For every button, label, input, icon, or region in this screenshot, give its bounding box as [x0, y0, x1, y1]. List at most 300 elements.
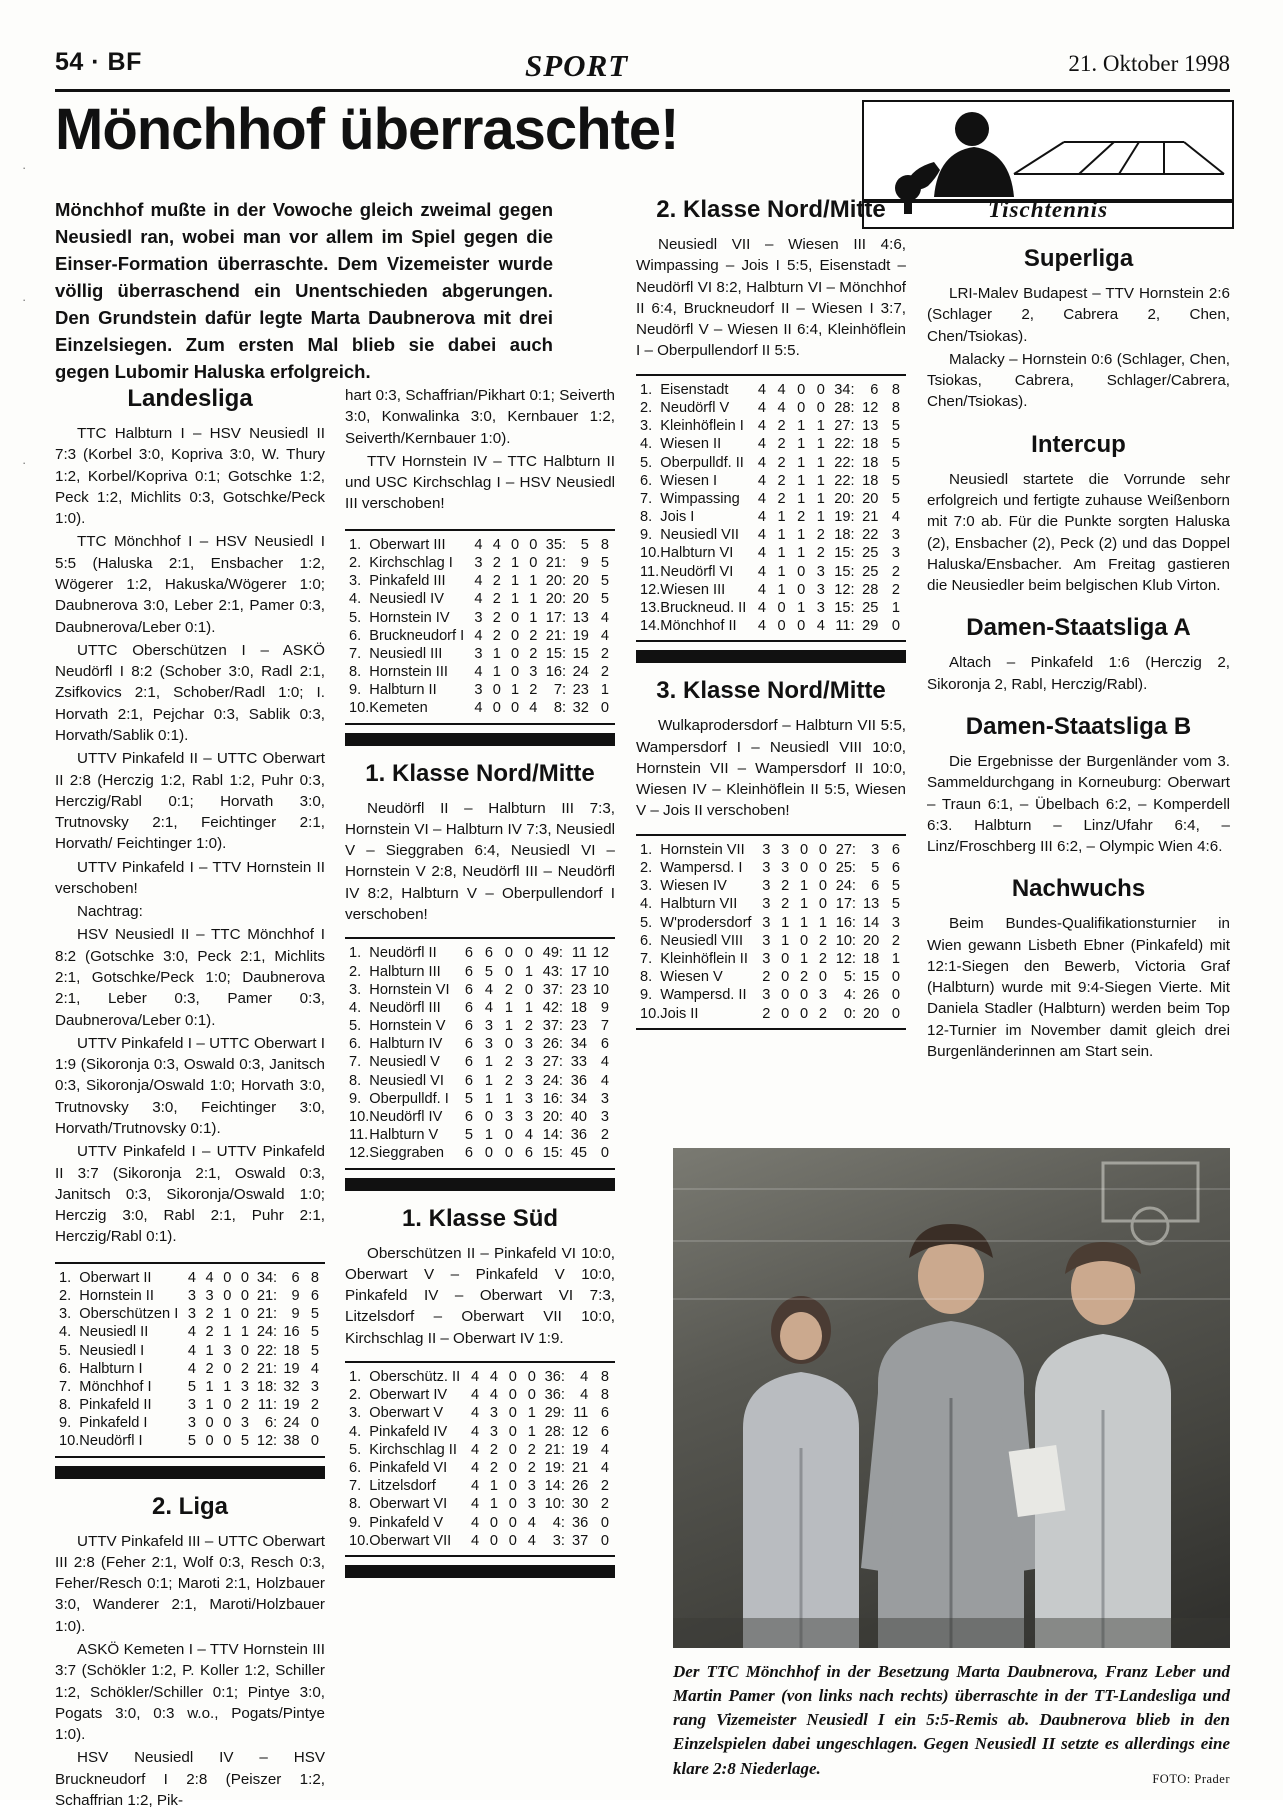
cell-pts: 2: [600, 664, 609, 681]
table-row: [640, 544, 900, 562]
cell-num: 3: [762, 950, 771, 967]
cell-team: Oberwart III: [369, 536, 446, 553]
cell-num: 3: [484, 1036, 493, 1053]
cell-num: 4: [474, 591, 483, 608]
cell-team: Hornstein V: [369, 1018, 446, 1035]
cell-num: 1: [797, 545, 806, 562]
cell-num: 4: [757, 527, 766, 544]
cell-num: 6: [464, 1054, 473, 1071]
cell-team: Wimpassing: [660, 490, 740, 507]
cell-gf: 37:: [542, 1018, 563, 1035]
cell-rank: 9.: [59, 1415, 72, 1432]
table-row: [640, 417, 900, 435]
cell-num: 0: [508, 1459, 517, 1476]
cell-rank: 7.: [640, 950, 653, 967]
cell-num: 1: [777, 563, 786, 580]
cell-num: 1: [781, 932, 790, 949]
section-title: SPORT: [525, 48, 629, 83]
cell-gf: 42:: [542, 999, 563, 1016]
photo-figures: [673, 1148, 1230, 1648]
cell-num: 0: [508, 1369, 517, 1385]
cell-num: 3: [187, 1306, 196, 1323]
cell-num: 0: [508, 1387, 517, 1404]
cell-gf: 3:: [552, 1532, 565, 1549]
cell-num: 3: [205, 1287, 214, 1304]
result-paragraph: LRI-Malev Budapest – TTV Hornstein 2:6 (Schlager 2, Cabrera 2, Chen, Chen/Tsiokas).: [927, 285, 1230, 345]
page-number: 54 · BF: [55, 48, 142, 76]
table-row: [349, 1368, 609, 1386]
cell-num: 4: [187, 1342, 196, 1359]
cell-num: 1: [484, 1127, 493, 1144]
cell-num: 6: [484, 945, 493, 962]
cell-team: Mönchhof I: [79, 1378, 152, 1395]
cell-num: 3: [816, 563, 825, 580]
cell-gf: 20:: [545, 573, 567, 590]
table-row: [640, 950, 900, 968]
cell-ga: 6: [870, 381, 879, 398]
cell-gf: 21:: [545, 627, 567, 644]
cell-num: 3: [474, 554, 483, 571]
cell-gf: 7:: [553, 682, 567, 699]
cell-num: 2: [529, 645, 538, 662]
cell-team: Eisenstadt: [660, 381, 729, 398]
cell-ga: 25: [862, 545, 879, 562]
cell-team: Sieggraben: [369, 1145, 444, 1162]
cell-rank: 5.: [640, 454, 653, 471]
cell-num: 1: [797, 436, 806, 453]
cell-num: 1: [510, 591, 520, 608]
cell-pts: 8: [600, 1387, 609, 1404]
cell-num: 0: [205, 1433, 214, 1450]
result-paragraph: Wulkaprodersdorf – Halbturn VII 5:5, Wampersdorf I – Neusiedl VIII 10:0, Hornstein VII – Wampersdorf II 10:0, Wiesen IV – Kleinhöflein II 5:5, Wiesen V – Jois II verschoben!: [636, 717, 906, 820]
cell-team: Neudörfl V: [660, 399, 730, 416]
table-row: [59, 1341, 319, 1359]
cell-pts: 3: [600, 1109, 609, 1126]
cell-num: 4: [489, 1369, 498, 1385]
cell-pts: 2: [891, 563, 900, 580]
cell-num: 0: [816, 381, 825, 398]
cell-num: 1: [504, 1090, 513, 1107]
cell-num: 1: [799, 914, 809, 931]
cell-ga: 45: [570, 1145, 587, 1162]
cell-num: 4: [484, 981, 493, 998]
cell-ga: 18: [863, 950, 880, 967]
cell-pts: 12: [592, 945, 609, 962]
cell-gf: 22:: [834, 472, 855, 489]
cell-rank: 1.: [349, 536, 362, 553]
cell-num: 0: [781, 1005, 790, 1022]
result-paragraph: TTC Mönchhof I – HSV Neusiedl I 5:5 (Haluska 2:1, Ensbacher 1:2, Wögerer 1:2, Hakuska/Wögerer 1:0; Daubnerova 3:0, Leber 2:1, Pamer 0:3, Daubnerova/Leber 0:1).: [55, 533, 325, 636]
cell-ga: 29: [862, 618, 879, 635]
cell-team: Neusiedl VIII: [660, 932, 744, 949]
cell-gf: 27:: [835, 841, 856, 858]
cell-num: 3: [489, 1405, 498, 1422]
table-row: [349, 590, 609, 608]
cell-num: 0: [504, 945, 513, 962]
cell-num: 1: [529, 609, 538, 626]
cell-num: 2: [777, 454, 786, 471]
cell-gf: 5:: [843, 969, 856, 986]
table-row: [640, 563, 900, 581]
section-heading-damen-staatsliga-b: Damen-Staatsliga B: [965, 712, 1192, 740]
cell-gf: 17:: [835, 896, 856, 913]
cell-rank: 5.: [349, 1441, 362, 1458]
table-row: [349, 572, 609, 590]
cell-num: 3: [474, 609, 483, 626]
cell-ga: 11: [571, 945, 587, 962]
table-row: [59, 1287, 319, 1305]
cell-num: 1: [529, 591, 538, 608]
cell-num: 3: [484, 1018, 493, 1035]
cell-num: 1: [504, 1018, 513, 1035]
cell-num: 1: [223, 1324, 232, 1341]
cell-gf: 17:: [545, 609, 567, 626]
cell-num: 2: [205, 1306, 214, 1323]
cell-pts: 4: [600, 1459, 609, 1476]
table-row: [349, 981, 609, 999]
cell-num: 6: [464, 999, 473, 1016]
cell-ga: 28: [862, 581, 879, 598]
result-paragraph: UTTV Pinkafeld I – UTTC Oberwart I 1:9 (Sikoronja 0:3, Oswald 0:3, Janitsch 0:3, Sikoronja/Oswald 1:0; Horvath 3:0, Trutnovsky 3:0, Feichtinger 3:0, Horvath/Trutnovsky 0:1).: [55, 1034, 325, 1137]
cell-num: 4: [757, 418, 766, 435]
issue-date: 21. Oktober 1998: [1068, 51, 1230, 76]
standings-table-landesliga: [55, 1262, 325, 1458]
result-paragraph: hart 0:3, Schaffrian/Pikhart 0:1; Seiverth 3:0, Konwalinka 3:0, Kernbauer 1:2, Seiverth/Kernbauer 1:0).: [345, 387, 615, 447]
table-row: [59, 1323, 319, 1341]
cell-num: 0: [529, 536, 538, 553]
cell-num: 1: [797, 490, 806, 507]
result-paragraph: UTTV Pinkafeld I – TTV Hornstein II verschoben!: [55, 858, 325, 897]
cell-num: 3: [524, 1090, 533, 1107]
cell-team: Hornstein VI: [369, 981, 450, 998]
cell-gf: 27:: [542, 1054, 563, 1071]
cell-pts: 2: [600, 1127, 609, 1144]
cell-gf: 21:: [256, 1306, 278, 1323]
cell-ga: 36: [570, 1072, 587, 1089]
cell-pts: 3: [891, 527, 900, 544]
cell-gf: 12:: [256, 1433, 278, 1450]
table-row: [59, 1396, 319, 1414]
page-title: Mönchhof überraschte!: [55, 97, 679, 162]
team-photo: [673, 1148, 1230, 1648]
cell-gf: 22:: [834, 436, 855, 453]
cell-num: 2: [240, 1360, 250, 1377]
cell-team: Halbturn VII: [660, 896, 738, 913]
cell-rank: 9.: [640, 987, 653, 1004]
table-row: [349, 681, 609, 699]
cell-ga: 22: [862, 527, 879, 544]
cell-gf: 22:: [834, 454, 855, 471]
cell-rank: 8.: [349, 1496, 362, 1513]
cell-num: 0: [504, 963, 513, 980]
cell-gf: 15:: [834, 545, 855, 562]
cell-team: Halbturn II: [369, 682, 437, 699]
cell-ga: 25: [862, 563, 879, 580]
table-row: [349, 1404, 609, 1422]
cell-gf: 22:: [256, 1342, 278, 1359]
report-paragraph: Die Ergebnisse der Burgenländer vom 3. Sammeldurchgang in Korneuburg: Oberwart – Traun 6:1, – Übelbach 6:2, – Komperdell 6:3. Halbturn – Linz/Ufahr 6:4, – Linz/Froschberg III 6:2, – Olympic Wien 4:6.: [927, 752, 1230, 856]
table-row: [640, 599, 900, 617]
cell-num: 2: [489, 1459, 498, 1476]
result-paragraph: Neusiedl VII – Wiesen III 4:6, Wimpassing – Jois I 5:5, Eisenstadt – Neudörfl VI 8:2, Halbturn VI – Mönchhof II 6:4, Bruckneudorf II – Wiesen I 3:7, Neudörfl V – Wiesen II 6:4, Kleinhöflein I – Oberpullendorf II 5:5.: [636, 236, 906, 360]
cell-num: 0: [504, 1145, 513, 1162]
cell-num: 2: [777, 418, 786, 435]
cell-num: 1: [492, 664, 501, 681]
cell-num: 1: [223, 1306, 232, 1323]
cell-gf: 21:: [545, 554, 567, 571]
cell-num: 1: [777, 527, 786, 544]
cell-pts: 6: [600, 1036, 609, 1053]
standings-table: [349, 1368, 609, 1550]
cell-num: 0: [508, 1514, 517, 1531]
cell-num: 3: [762, 860, 771, 876]
cell-rank: 7.: [349, 645, 362, 662]
cell-num: 0: [799, 987, 809, 1004]
table-row: [640, 617, 900, 635]
cell-num: 4: [816, 618, 825, 635]
table-row: [349, 1513, 609, 1531]
cell-pts: 4: [600, 627, 609, 644]
cell-num: 4: [470, 1496, 480, 1513]
cell-gf: 21:: [256, 1360, 278, 1377]
cell-num: 0: [818, 969, 827, 986]
cell-num: 2: [529, 627, 538, 644]
result-paragraph: HSV Neusiedl II – TTC Mönchhof I 8:2 (Gotschke 3:0, Peck 2:1, Michlits 2:1, Gotschke/Peck 1:0; Daubnerova 2:1, Leber 0:3, Pamer 0:3, Daubnerova/Leber 0:1).: [55, 926, 325, 1029]
cell-num: 4: [757, 581, 766, 598]
cell-rank: 10.: [59, 1433, 80, 1450]
cell-num: 2: [777, 472, 786, 489]
cell-num: 4: [474, 664, 483, 681]
cell-num: 4: [470, 1423, 480, 1440]
cell-ga: 23: [572, 682, 589, 699]
cell-gf: 34:: [256, 1269, 278, 1286]
cell-num: 2: [492, 573, 501, 590]
cell-num: 6: [464, 945, 473, 962]
cell-num: 0: [508, 1423, 517, 1440]
section-heading-1klasse-nordmitte: 1. Klasse Nord/Mitte: [365, 759, 595, 787]
cell-ga: 4: [580, 1369, 589, 1385]
cell-num: 0: [799, 860, 809, 876]
cell-num: 0: [797, 563, 806, 580]
cell-ga: 32: [283, 1378, 300, 1395]
cell-gf: 24:: [542, 1072, 563, 1089]
cell-gf: 14:: [542, 1127, 563, 1144]
cell-gf: 21:: [544, 1441, 565, 1458]
cell-team: Oberwart IV: [369, 1387, 448, 1404]
cell-num: 2: [492, 591, 501, 608]
cell-ga: 36: [571, 1514, 589, 1531]
cell-num: 0: [527, 1387, 536, 1404]
table-row: [640, 435, 900, 453]
table-row: [349, 1035, 609, 1053]
cell-num: 2: [777, 490, 786, 507]
cell-team: Neudörfl I: [79, 1433, 143, 1450]
lead-paragraph: Mönchhof mußte in der Vowoche gleich zweimal gegen Neusiedl ran, wobei man vor allem im Spiel gegen die Einser-Formation überraschte. Dem Vizemeister wurde völlig überraschend ein Unentschieden abgerungen. Den Grundstein dafür legte Marta Daubnerova mit drei Einzelsiegen. Zum ersten Mal blieb sie dabei auch gegen Lubomir Haluska erfolgreich.: [55, 199, 553, 382]
table-row: [59, 1269, 319, 1287]
cell-team: Wiesen V: [660, 969, 723, 986]
cell-team: W'prodersdorf: [660, 914, 752, 931]
table-row: [640, 1004, 900, 1022]
cell-num: 1: [797, 418, 806, 435]
table-row: [59, 1378, 319, 1396]
cell-rank: 5.: [349, 1018, 362, 1035]
table-row: [349, 1108, 609, 1126]
cell-pts: 2: [600, 645, 609, 662]
cell-rank: 6.: [640, 932, 653, 949]
cell-team: Halbturn III: [369, 963, 441, 980]
cell-num: 0: [781, 950, 790, 967]
cell-num: 1: [816, 490, 825, 507]
cell-rank: 2.: [640, 860, 653, 876]
cell-num: 2: [781, 896, 790, 913]
cell-num: 3: [240, 1378, 250, 1395]
cell-pts: 2: [891, 581, 900, 598]
cell-team: Kirchschlag I: [369, 554, 453, 571]
cell-pts: 3: [891, 914, 900, 931]
cell-num: 2: [762, 969, 771, 986]
cell-gf: 6:: [264, 1415, 278, 1432]
cell-num: 1: [524, 999, 533, 1016]
cell-pts: 10: [592, 963, 609, 980]
cell-num: 2: [781, 878, 790, 895]
cell-num: 3: [762, 914, 771, 931]
divider-bar: [636, 650, 906, 663]
cell-team: Wampersd. II: [660, 987, 747, 1004]
cell-num: 2: [205, 1360, 214, 1377]
cell-num: 0: [223, 1415, 232, 1432]
cell-num: 2: [205, 1324, 214, 1341]
cell-team: Hornstein VII: [660, 841, 745, 858]
column-two: [345, 385, 615, 1592]
cell-team: Pinkafeld III: [369, 573, 446, 590]
cell-gf: 24:: [256, 1324, 278, 1341]
cell-ga: 26: [571, 1478, 589, 1495]
cell-num: 3: [187, 1415, 196, 1432]
cell-rank: 8.: [640, 969, 653, 986]
cell-gf: 15:: [834, 600, 855, 617]
cell-num: 0: [818, 878, 827, 895]
cell-team: Oberpulldf. II: [660, 454, 744, 471]
cell-num: 1: [777, 581, 786, 598]
cell-num: 0: [524, 981, 533, 998]
cell-num: 4: [470, 1441, 480, 1458]
cell-pts: 5: [310, 1306, 319, 1323]
cell-num: 4: [474, 700, 483, 717]
cell-pts: 4: [891, 509, 900, 526]
cell-gf: 35:: [545, 536, 567, 553]
cell-team: Kleinhöflein II: [660, 950, 748, 967]
cell-pts: 5: [891, 418, 900, 435]
cell-rank: 11.: [349, 1127, 369, 1144]
cell-num: 0: [205, 1415, 214, 1432]
table-row: [349, 1477, 609, 1495]
cell-num: 5: [464, 1127, 473, 1144]
cell-pts: 8: [600, 536, 609, 553]
cell-num: 0: [799, 841, 809, 858]
cell-team: Oberwart V: [369, 1405, 444, 1422]
cell-pts: 5: [891, 878, 900, 895]
cell-ga: 38: [283, 1433, 300, 1450]
cell-num: 1: [797, 527, 806, 544]
cell-num: 0: [492, 682, 501, 699]
cell-rank: 2.: [349, 963, 362, 980]
cell-num: 4: [527, 1514, 536, 1531]
cell-num: 1: [527, 1405, 536, 1422]
standings-table: [640, 381, 900, 636]
cell-rank: 13.: [640, 600, 661, 617]
cell-num: 1: [816, 454, 825, 471]
cell-rank: 9.: [349, 1090, 362, 1107]
cell-num: 0: [816, 399, 825, 416]
cell-num: 0: [504, 1036, 513, 1053]
result-paragraph: ASKÖ Kemeten I – TTV Hornstein III 3:7 (Schökler 1:2, P. Koller 1:2, Schiller 1:2, Schökler/Schiller 0:1; Pintye 3:0, Pogats 3:0, 0:3 w.o., Pogats/Pintye 1:0).: [55, 1640, 325, 1744]
cell-team: Neusiedl V: [369, 1054, 440, 1071]
table-row: [59, 1360, 319, 1378]
cell-num: 1: [510, 554, 520, 571]
cell-team: Jois II: [660, 1005, 699, 1022]
cell-gf: 19:: [834, 509, 855, 526]
cell-pts: 8: [891, 381, 900, 398]
cell-gf: 37:: [542, 981, 563, 998]
cell-rank: 10.: [349, 700, 370, 717]
cell-gf: 18:: [256, 1378, 278, 1395]
standings-table-1klasse-sued: [345, 1361, 615, 1557]
cell-ga: 19: [283, 1397, 300, 1414]
margin-dot: ·: [22, 292, 27, 307]
cell-num: 2: [818, 1005, 827, 1022]
report-paragraph: Neusiedl startete die Vorrunde sehr erfolgreich und fertigte zuhause Weißenborn mit 7:0 ab. Für die Punkte sorgten Haluska (2), Ensbacher (2), Peck (2) und das Doppel Haluska/Ensbacher. Am Freitag gastieren die Neusiedler beim belgischen Klub Virton.: [927, 470, 1230, 595]
cell-team: Litzelsdorf: [369, 1478, 436, 1495]
cell-team: Oberwart VII: [369, 1532, 452, 1549]
cell-num: 0: [524, 945, 533, 962]
cell-num: 0: [781, 987, 790, 1004]
cell-gf: 10:: [835, 932, 856, 949]
table-row: [349, 944, 609, 962]
cell-pts: 0: [891, 969, 900, 986]
table-row: [349, 1144, 609, 1162]
cell-rank: 8.: [59, 1397, 72, 1414]
standings-table: [59, 1269, 319, 1451]
cell-num: 1: [504, 999, 513, 1016]
table-row: [640, 895, 900, 913]
cell-num: 3: [187, 1287, 196, 1304]
cell-pts: 0: [600, 1514, 609, 1531]
cell-ga: 26: [863, 987, 880, 1004]
cell-num: 6: [464, 981, 473, 998]
cell-team: Neudörfl III: [369, 999, 441, 1016]
cell-num: 4: [474, 573, 483, 590]
cell-num: 4: [470, 1369, 480, 1385]
cell-pts: 6: [600, 1405, 609, 1422]
cell-ga: 3: [871, 841, 880, 858]
cell-num: 2: [524, 1018, 533, 1035]
section-heading-intercup: Intercup: [1031, 430, 1126, 458]
cell-num: 2: [492, 609, 501, 626]
cell-num: 4: [187, 1324, 196, 1341]
cell-num: 4: [470, 1478, 480, 1495]
cell-num: 4: [757, 563, 766, 580]
cell-team: Neusiedl I: [79, 1342, 145, 1359]
cell-gf: 16:: [542, 1090, 563, 1107]
cell-gf: 16:: [835, 914, 856, 931]
cell-num: 5: [484, 963, 493, 980]
cell-pts: 2: [891, 932, 900, 949]
cell-num: 4: [757, 454, 766, 471]
cell-ga: 21: [862, 509, 879, 526]
cell-gf: 15:: [542, 1145, 563, 1162]
cell-num: 0: [510, 609, 520, 626]
cell-num: 2: [527, 1441, 536, 1458]
